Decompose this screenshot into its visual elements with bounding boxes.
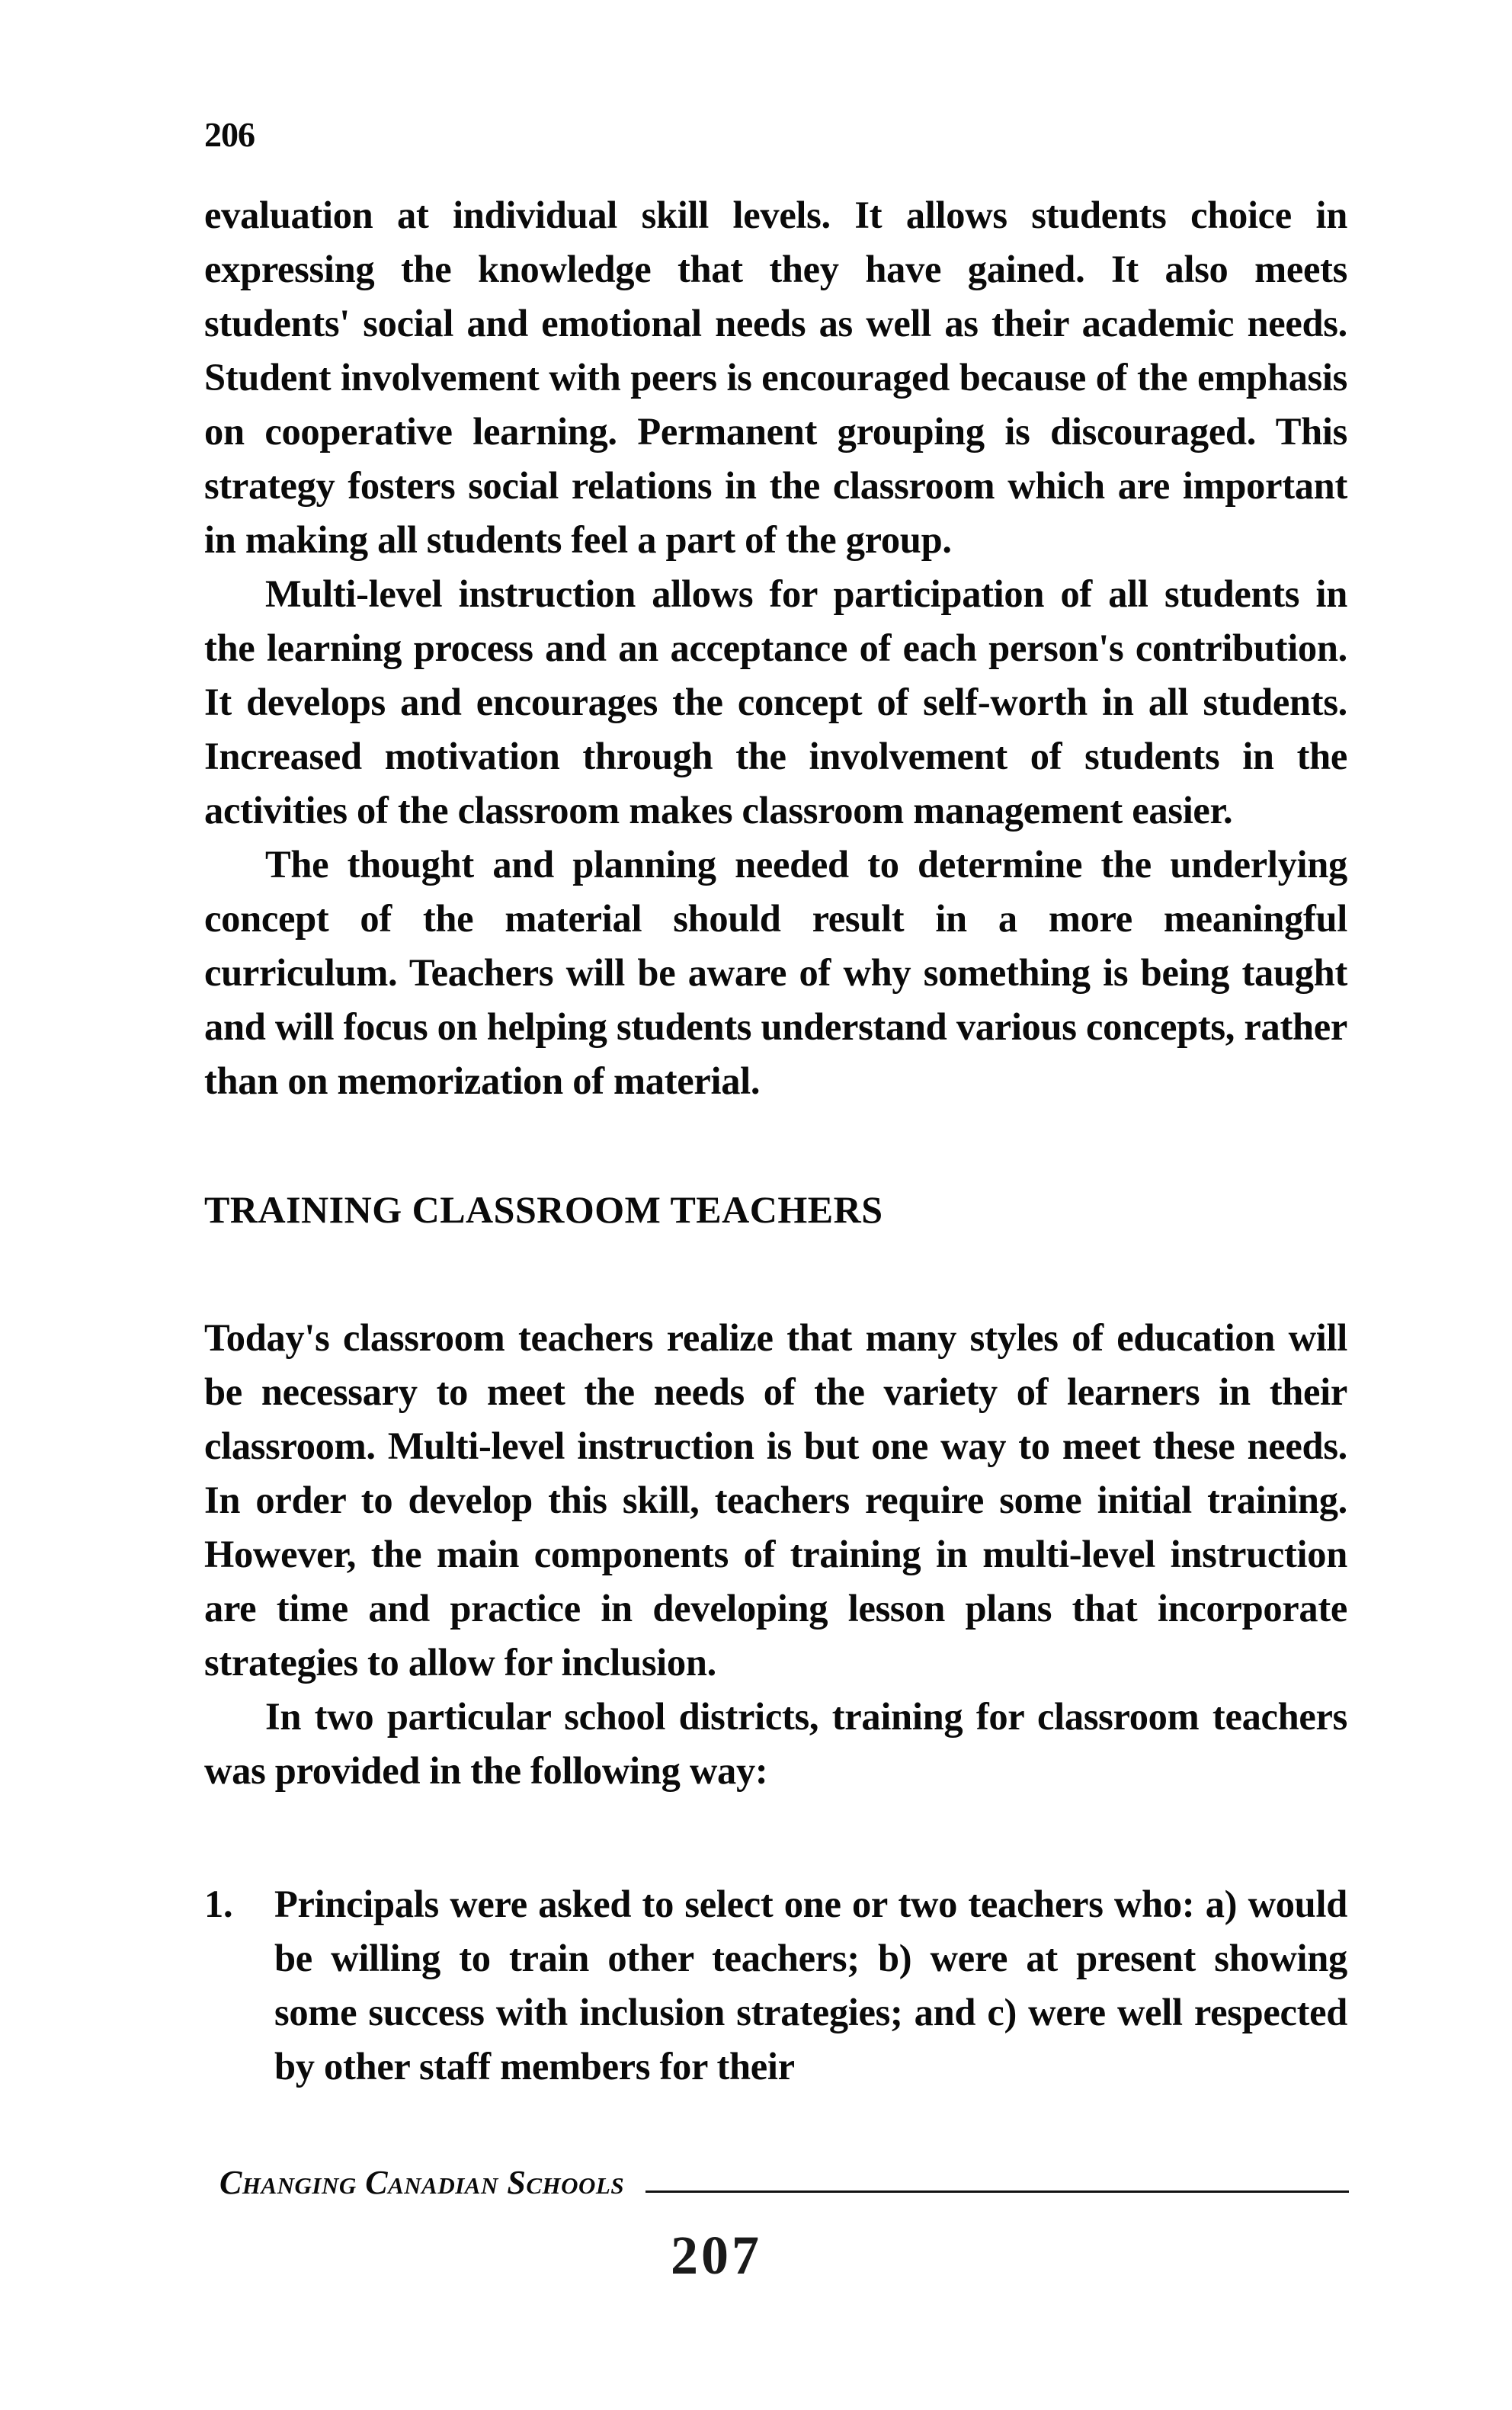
body-paragraph: Today's classroom teachers realize that many styles of education will be necessary to meet the needs of the variety of learners in their classroom. Multi-level instruction is but one way to meet these needs. In order to develop this skill, teachers require some initial training. However, the main components of training in multi-level instruction are time and practice in developing lesson plans that incorporate strategies to allow for inclusion. xyxy=(204,1316,1347,1684)
body-paragraph: The thought and planning needed to determine the underlying concept of the material should result in a more meaningful curriculum. Teachers will be aware of why something is being taught and will focus on helping students understand various concepts, rather than on memorization of material. xyxy=(204,843,1347,1102)
section-heading: TRAINING CLASSROOM TEACHERS xyxy=(204,1188,883,1231)
footer-rule xyxy=(645,2190,1349,2193)
body-paragraph: In two particular school districts, training for classroom teachers was provided in the following way: xyxy=(204,1695,1347,1792)
list-item-text: Principals were asked to select one or two teachers who: a) would be willing to train other teachers; b) were at present showing some success with inclusion strategies; and c) were well respected by other staff members for their xyxy=(274,1883,1347,2088)
page-number: 206 xyxy=(204,115,255,154)
folio-mark: 207 xyxy=(671,2225,762,2286)
list-item-number: 1. xyxy=(204,1883,233,1925)
running-footer xyxy=(219,2163,1349,2202)
footer-title: Changing Canadian Schools xyxy=(219,2164,625,2201)
list-item xyxy=(204,1877,1347,2094)
body-paragraph: Multi-level instruction allows for participation of all students in the learning process and an acceptance of each person's contribution. It develops and encourages the concept of self-worth in all students. Increased motivation through the involvement of students in the activities of the classroom makes classroom management easier. xyxy=(204,572,1347,832)
body-paragraph: evaluation at individual skill levels. It allows students choice in expressing the knowledge that they have gained. It also meets students' social and emotional needs as well as their academic needs. Student involvement with peers is encouraged because of the emphasis on cooperative learning. Permanent grouping is discouraged. This strategy fosters social relations in the classroom which are important in making all students feel a part of the group. xyxy=(204,194,1347,561)
page-body xyxy=(204,114,1347,2094)
